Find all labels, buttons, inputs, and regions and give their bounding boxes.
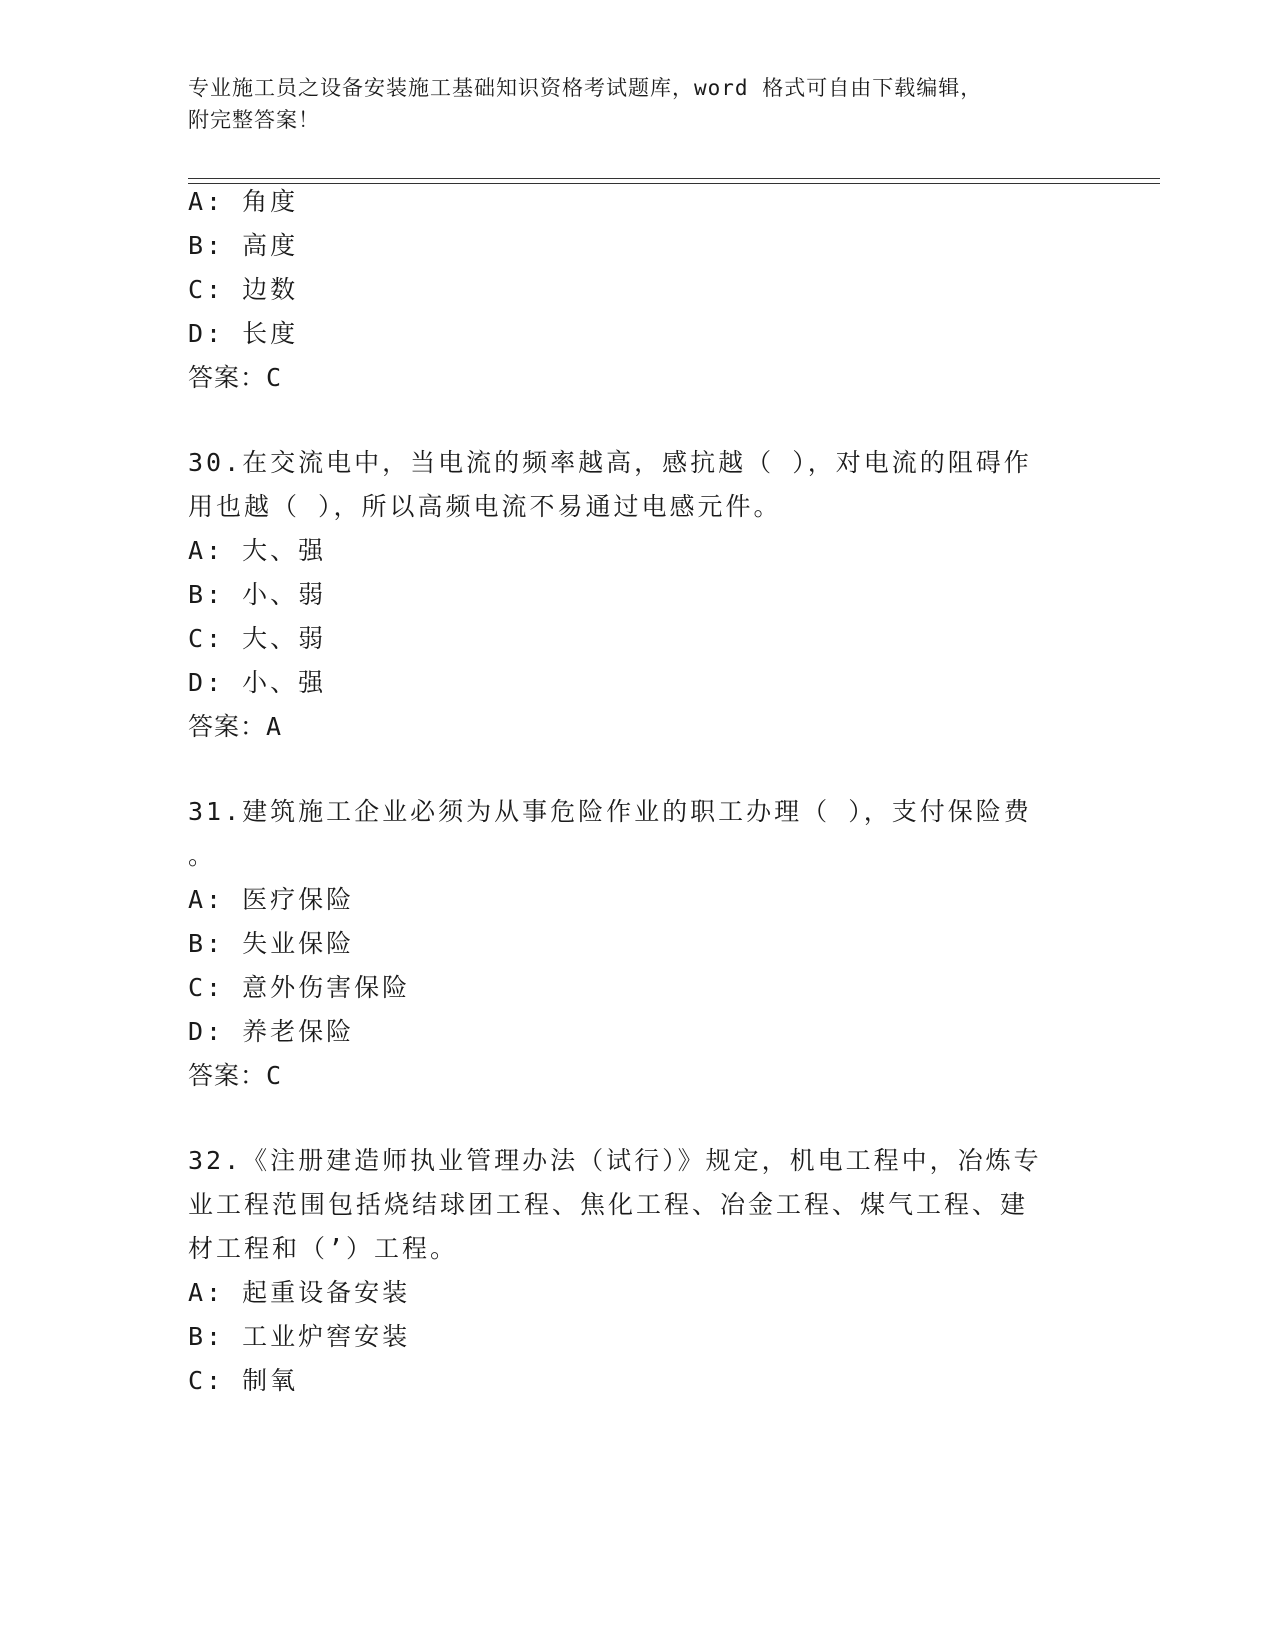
q30-option-d: D: 小、强	[188, 668, 327, 697]
q29-option-d: D: 长度	[188, 319, 299, 348]
header-divider-top	[188, 178, 1160, 179]
q31-option-c: C: 意外伤害保险	[188, 973, 411, 1002]
answer-label: 答案：	[188, 1061, 267, 1090]
q30-option-a: A: 大、强	[188, 536, 327, 565]
q32-text-line-2: 业工程范围包括烧结球团工程、焦化工程、冶金工程、煤气工程、建	[188, 1190, 1029, 1219]
answer-value: A	[266, 712, 283, 741]
answer-label: 答案：	[188, 712, 267, 741]
q30-option-b: B: 小、弱	[188, 580, 327, 609]
q31-answer	[188, 1059, 282, 1093]
q30-text-line-1: 30.在交流电中，当电流的频率越高，感抗越（ ），对电流的阻碍作	[188, 448, 1032, 477]
q29-option-c: C: 边数	[188, 275, 299, 304]
q31-option-b: B: 失业保险	[188, 929, 355, 958]
header-divider-bottom	[188, 183, 1160, 184]
q31-text-line-2: 。	[188, 841, 217, 870]
q29-answer	[188, 361, 282, 395]
q31-option-d: D: 养老保险	[188, 1017, 355, 1046]
q30-answer	[188, 710, 282, 744]
q32-text-line-1: 32.《注册建造师执业管理办法（试行）》规定，机电工程中，冶炼专	[188, 1146, 1042, 1175]
answer-label: 答案：	[188, 363, 267, 392]
answer-value: C	[266, 1061, 283, 1090]
q29-option-b: B: 高度	[188, 231, 299, 260]
q32-option-a: A: 起重设备安装	[188, 1278, 411, 1307]
header-line-2: 附完整答案！	[188, 108, 320, 132]
document-header	[188, 72, 1068, 136]
header-line-1: 专业施工员之设备安装施工基础知识资格考试题库，word 格式可自由下载编辑，	[188, 76, 983, 100]
answer-value: C	[266, 363, 283, 392]
q31-text-line-1: 31.建筑施工企业必须为从事危险作业的职工办理（ ），支付保险费	[188, 797, 1032, 826]
q32-text-line-3: 材工程和（’）工程。	[188, 1234, 459, 1263]
q31-option-a: A: 医疗保险	[188, 885, 355, 914]
q29-option-a: A: 角度	[188, 187, 299, 216]
q32-option-c: C: 制氧	[188, 1366, 299, 1395]
q30-text-line-2: 用也越（ ），所以高频电流不易通过电感元件。	[188, 492, 782, 521]
q32-option-b: B: 工业炉窖安装	[188, 1322, 411, 1351]
q30-option-c: C: 大、弱	[188, 624, 327, 653]
